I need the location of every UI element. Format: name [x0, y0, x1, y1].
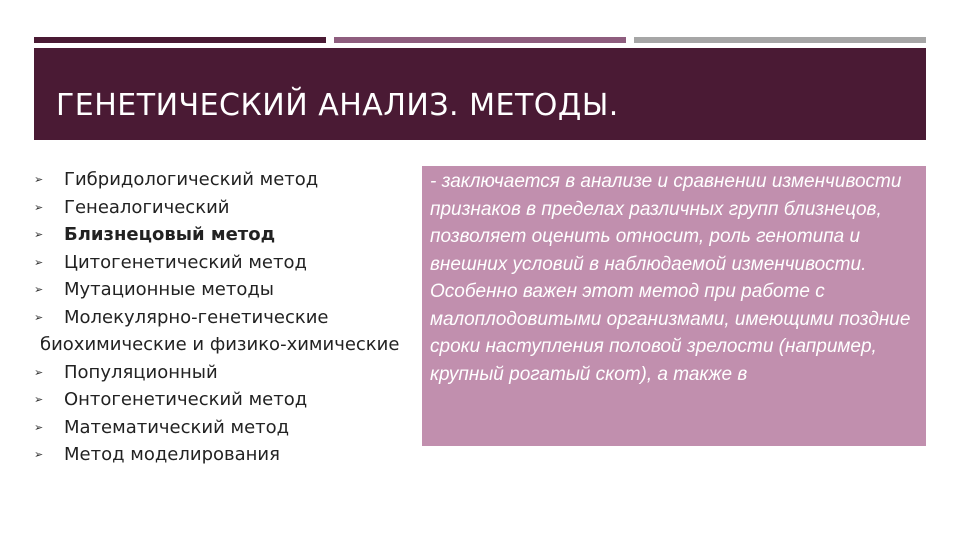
- arrow-bullet-icon: ➢: [34, 173, 44, 186]
- arrow-bullet-icon: ➢: [34, 448, 44, 461]
- arrow-bullet-icon: ➢: [34, 420, 44, 434]
- list-item: ➢ Мутационные методы: [40, 276, 410, 304]
- arrow-bullet-icon: ➢: [34, 310, 44, 324]
- accent-bar-1: [34, 37, 326, 43]
- list-item: ➢ Генеалогический: [40, 194, 410, 222]
- accent-bar-2: [334, 37, 626, 43]
- arrow-bullet-icon: ➢: [34, 393, 44, 406]
- list-item: ➢ Математический метод: [40, 414, 410, 442]
- accent-bar-3: [634, 37, 926, 43]
- description-text: - заключается в анализе и сравнении изменчивости признаков в пределах различных групп близнецов, позволяет оценить относит, роль генотипа и внешних условий в наблюдаемой изменчивости. Особенно важен этот метод при работе с малоплодовитыми организмами, имеющими поздние сроки наступления половой зрелости (например, крупный рогатый скот), а также в: [430, 171, 911, 385]
- arrow-bullet-icon: ➢: [34, 228, 44, 241]
- slide-title: ГЕНЕТИЧЕСКИЙ АНАЛИЗ. МЕТОДЫ.: [56, 88, 619, 123]
- list-item-highlighted: ➢ Близнецовый метод: [40, 221, 410, 249]
- arrow-bullet-icon: ➢: [34, 200, 44, 214]
- arrow-bullet-icon: ➢: [34, 255, 44, 269]
- list-item: ➢ Молекулярно-генетические: [40, 304, 410, 332]
- list-item: ➢ Онтогенетический метод: [40, 386, 410, 414]
- list-item-continuation: биохимические и физико-химические: [40, 334, 400, 355]
- list-item: ➢ Метод моделирования: [40, 441, 410, 469]
- description-box: [422, 166, 926, 446]
- arrow-bullet-icon: ➢: [34, 283, 44, 296]
- arrow-bullet-icon: ➢: [34, 365, 44, 379]
- list-item: ➢ Популяционный: [40, 359, 410, 387]
- list-item: ➢ Цитогенетический метод: [40, 249, 410, 277]
- list-item: ➢ Гибридологический метод: [40, 166, 410, 194]
- title-banner: [34, 48, 926, 140]
- methods-list: [34, 166, 410, 469]
